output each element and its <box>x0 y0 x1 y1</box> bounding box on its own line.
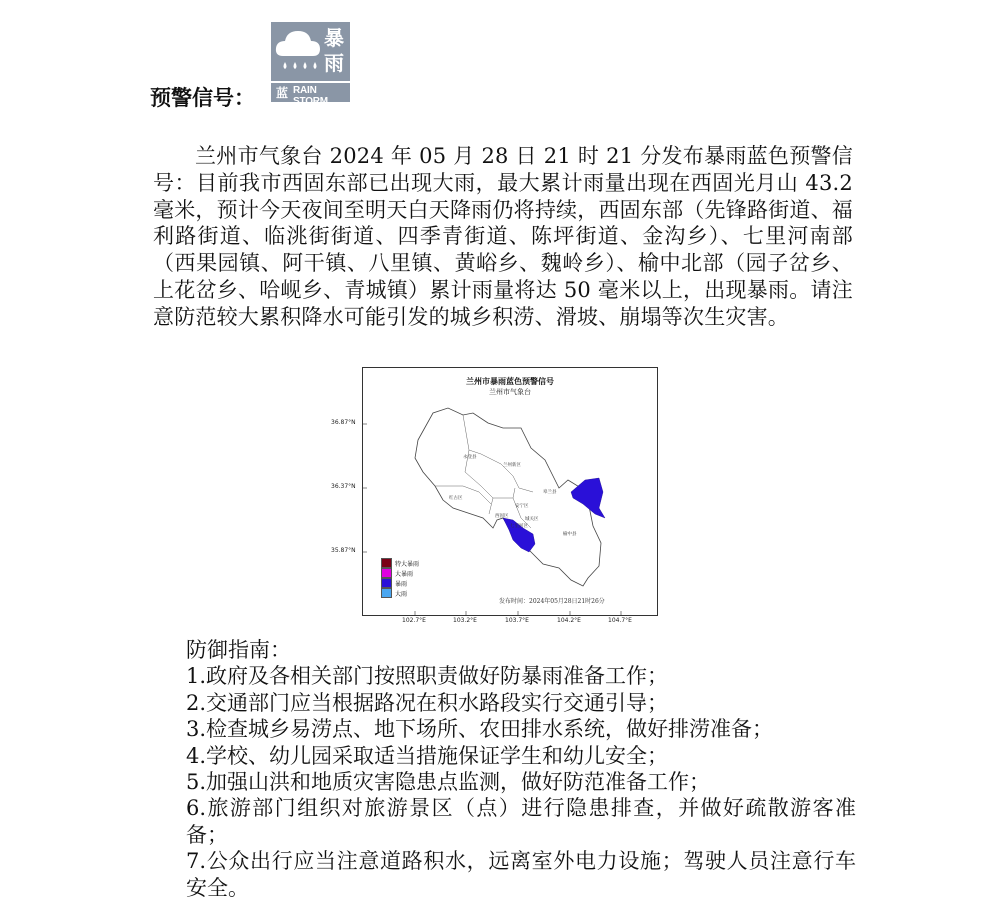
guide-title: 防御指南： <box>186 638 291 662</box>
region-label: 安宁区 <box>515 504 529 509</box>
map-subtitle: 兰州市气象台 <box>489 388 531 396</box>
legend-label: 大雨 <box>395 590 408 598</box>
x-tick-label: 102.7°E <box>402 617 426 624</box>
x-tick-label: 103.2°E <box>453 617 477 624</box>
map-legend <box>381 558 419 598</box>
legend-item <box>381 578 419 588</box>
guide-item: 6.旅游部门组织对旅游景区（点）进行隐患排查，并做好疏散游客准备； <box>186 796 856 847</box>
legend-label: 特大暴雨 <box>395 560 420 568</box>
region-label: 西固区 <box>495 514 509 519</box>
x-tick-label: 104.7°E <box>608 617 632 624</box>
region-label: 永登县 <box>463 455 477 460</box>
defense-guide <box>186 637 856 901</box>
guide-item: 5.加强山洪和地质灾害隐患点监测，做好防范准备工作； <box>186 770 711 795</box>
map-title: 兰州市暴雨蓝色预警信号 <box>466 376 554 386</box>
guide-item: 7.公众出行应当注意道路积水，远离室外电力设施；驾驶人员注意行车安全。 <box>186 849 856 900</box>
guide-item: 2.交通部门应当根据路况在积水路段实行交通引导； <box>186 690 669 715</box>
signal-label: 预警信号： <box>150 86 255 110</box>
cloud-rain-icon <box>273 24 323 82</box>
region-label: 红古区 <box>449 496 463 501</box>
legend-item <box>381 588 419 598</box>
signal-icon-footer <box>271 81 350 107</box>
y-tick-label: 35.87°N <box>331 547 356 554</box>
region-label: 兰州新区 <box>503 463 521 468</box>
signal-icon-en-text: RAIN STORM <box>293 85 328 107</box>
region-label: 七里河区 <box>510 524 528 529</box>
legend-item <box>381 568 419 578</box>
guide-item: 1.政府及各相关部门按照职责做好防暴雨准备工作； <box>186 664 669 689</box>
legend-item <box>381 558 419 568</box>
legend-label: 暴雨 <box>395 580 408 588</box>
map-publish-time: 发布时间：2024年05月28日21时26分 <box>499 598 605 605</box>
guide-item: 3.检查城乡易涝点、地下场所、农田排水系统，做好排涝准备； <box>186 717 774 742</box>
legend-swatch <box>381 578 392 588</box>
x-tick-label: 103.7°E <box>505 617 529 624</box>
rainstorm-blue-signal-icon <box>271 22 350 107</box>
region-label: 城关区 <box>525 517 539 522</box>
guide-item: 4.学校、幼儿园采取适当措施保证学生和幼儿安全； <box>186 743 669 768</box>
region-label: 皋兰县 <box>543 490 557 495</box>
legend-swatch <box>381 558 392 568</box>
legend-label: 大暴雨 <box>395 570 414 578</box>
signal-level-text: 蓝 <box>276 86 289 100</box>
y-tick-label: 36.87°N <box>331 419 356 426</box>
legend-swatch <box>381 588 392 598</box>
y-tick-label: 36.37°N <box>331 483 356 490</box>
announcement-text: 兰州市气象台 2024 年 05 月 28 日 21 时 21 分发布暴雨蓝色预警信号：目前我市西固东部已出现大雨，最大累计雨量出现在西固光月山 43.2 毫米，预计今天夜间至明天白天降雨仍将持续，西固东部（先锋路街道、福利路街道、临洮街街道、四季青街道、陈坪街道、金沟乡）、七里河南部（西果园镇、阿干镇、八里镇、黄峪乡、魏岭乡）、榆中北部（园子岔乡、上花岔乡、哈岘乡、青城镇）累计雨量将达 50 毫米以上，出现暴雨。请注意防范较大累积降水可能引发的城乡积涝、滑坡、崩塌等次生灾害。 <box>153 144 853 329</box>
legend-swatch <box>381 568 392 578</box>
signal-icon-cn-text: 暴雨 <box>324 26 344 75</box>
region-label: 榆中县 <box>563 532 577 537</box>
warning-map <box>362 367 658 616</box>
x-tick-label: 104.2°E <box>557 617 581 624</box>
